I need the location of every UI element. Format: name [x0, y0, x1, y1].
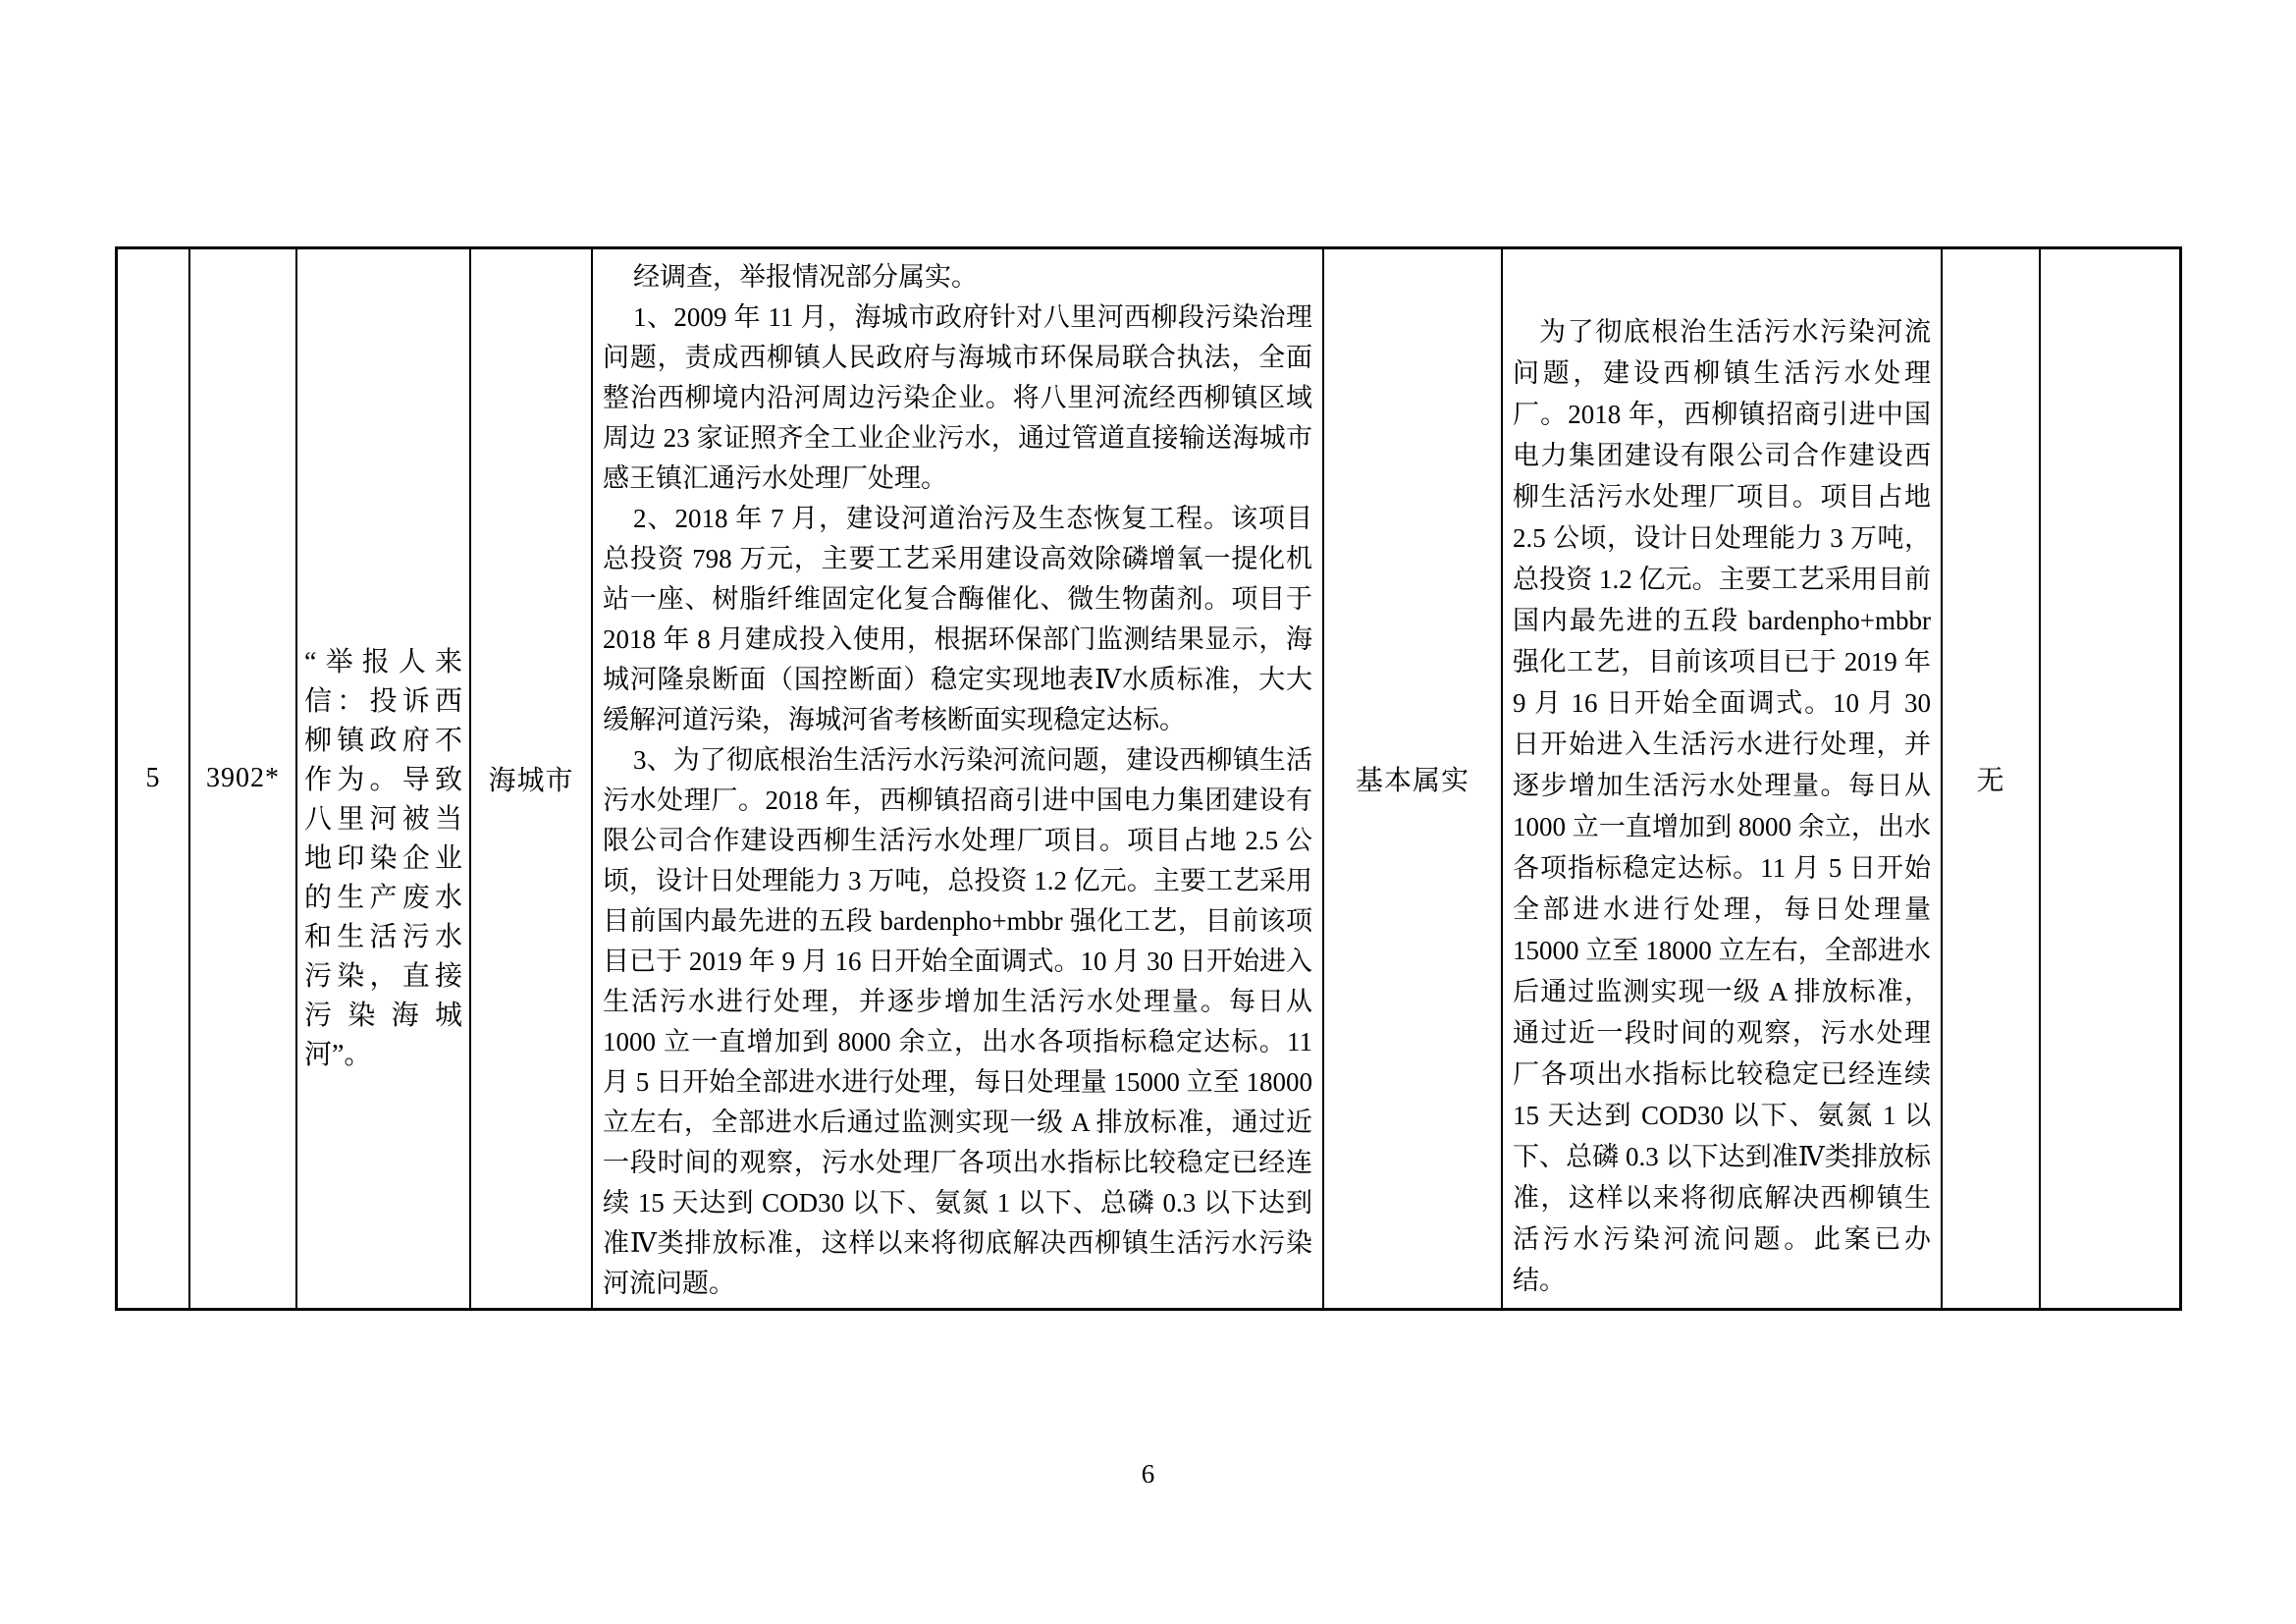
- page-number: 6: [1141, 1459, 1155, 1489]
- cell-serial-number: [118, 249, 190, 1308]
- verification-result: 基本属实: [1355, 766, 1469, 796]
- handling-paragraph: 为了彻底根治生活污水污染河流问题，建设西柳镇生活污水处理厂。2018 年，西柳镇招商引进中国电力集团建设有限公司合作建设西柳生活污水处理厂项目。项目占地 2.5 公顷，设计日处理能力 3 万吨，总投资 1.2 亿元。主要工艺采用目前国内最先进的五段 bardenpho+mbbr 强化工艺，目前该项目已于 2019 年 9 月 16 日开始全面调式。10 月 30 日开始进入生活污水进行处理，并逐步增加生活污水处理量。每日从 1000 立一直增加到 8000 余立，出水各项指标稳定达标。11 月 5 日开始全部进水进行处理，每日处理量 15000 立至 18000 立左右，全部进水后通过监测实现一级 A 排放标准，通过近一段时间的观察，污水处理厂各项出水指标比较稳定已经连续 15 天达到 COD30 以下、氨氮 1 以下、总磷 0.3 以下达到准Ⅳ类排放标准，这样以来将彻底解决西柳镇生活污水污染河流问题。此案已办结。: [1513, 317, 1931, 1295]
- investigation-paragraph: 经调查，举报情况部分属实。: [633, 262, 978, 292]
- cell-investigation: [593, 249, 1324, 1308]
- cell-accountability: [1943, 249, 2041, 1308]
- cell-city: [471, 249, 593, 1308]
- complaint-handling-table: [115, 246, 2182, 1311]
- cell-complaint: [297, 249, 471, 1308]
- complaint-text: “举报人来信：投诉西柳镇政府不作为。导致八里河被当地印染企业的生产废水和生活污水污染，直接污染海城河”。: [304, 647, 462, 1070]
- case-number: 3902*: [206, 763, 280, 793]
- investigation-paragraph: 2、2018 年 7 月，建设河道治污及生态恢复工程。该项目总投资 798 万元，主要工艺采用建设高效除磷增氧一提化机站一座、树脂纤维固定化复合酶催化、微生物菌剂。项目于 2018 年 8 月建成投入使用，根据环保部门监测结果显示，海城河隆泉断面（国控断面）稳定实现地表Ⅳ水质标准，大大缓解河道污染，海城河省考核断面实现稳定达标。: [603, 504, 1312, 734]
- cell-handling-result: [1503, 249, 1943, 1308]
- serial-number: 5: [145, 763, 161, 793]
- cell-remark: [2041, 249, 2179, 1308]
- city-name: 海城市: [488, 766, 574, 796]
- cell-verification-result: [1324, 249, 1503, 1308]
- investigation-paragraph: 1、2009 年 11 月，海城市政府针对八里河西柳段污染治理问题，责成西柳镇人民政府与海城市环保局联合执法，全面整治西柳境内沿河周边污染企业。将八里河流经西柳镇区域周边 23 家证照齐全工业企业污水，通过管道直接输送海城市感王镇汇通污水处理厂处理。: [603, 302, 1312, 493]
- accountability-value: 无: [1976, 766, 2005, 796]
- cell-case-number: [190, 249, 297, 1308]
- investigation-paragraph: 3、为了彻底根治生活污水污染河流问题，建设西柳镇生活污水处理厂。2018 年，西柳镇招商引进中国电力集团建设有限公司合作建设西柳生活污水处理厂项目。项目占地 2.5 公顷，设计日处理能力 3 万吨，总投资 1.2 亿元。主要工艺采用目前国内最先进的五段 bardenpho+mbbr 强化工艺，目前该项目已于 2019 年 9 月 16 日开始全面调式。10 月 30 日开始进入生活污水进行处理，并逐步增加生活污水处理量。每日从 1000 立一直增加到 8000 余立，出水各项指标稳定达标。11 月 5 日开始全部进水进行处理，每日处理量 15000 立至 18000 立左右，全部进水后通过监测实现一级 A 排放标准，通过近一段时间的观察，污水处理厂各项出水指标比较稳定已经连续 15 天达到 COD30 以下、氨氮 1 以下、总磷 0.3 以下达到准Ⅳ类排放标准，这样以来将彻底解决西柳镇生活污水污染河流问题。: [603, 745, 1312, 1298]
